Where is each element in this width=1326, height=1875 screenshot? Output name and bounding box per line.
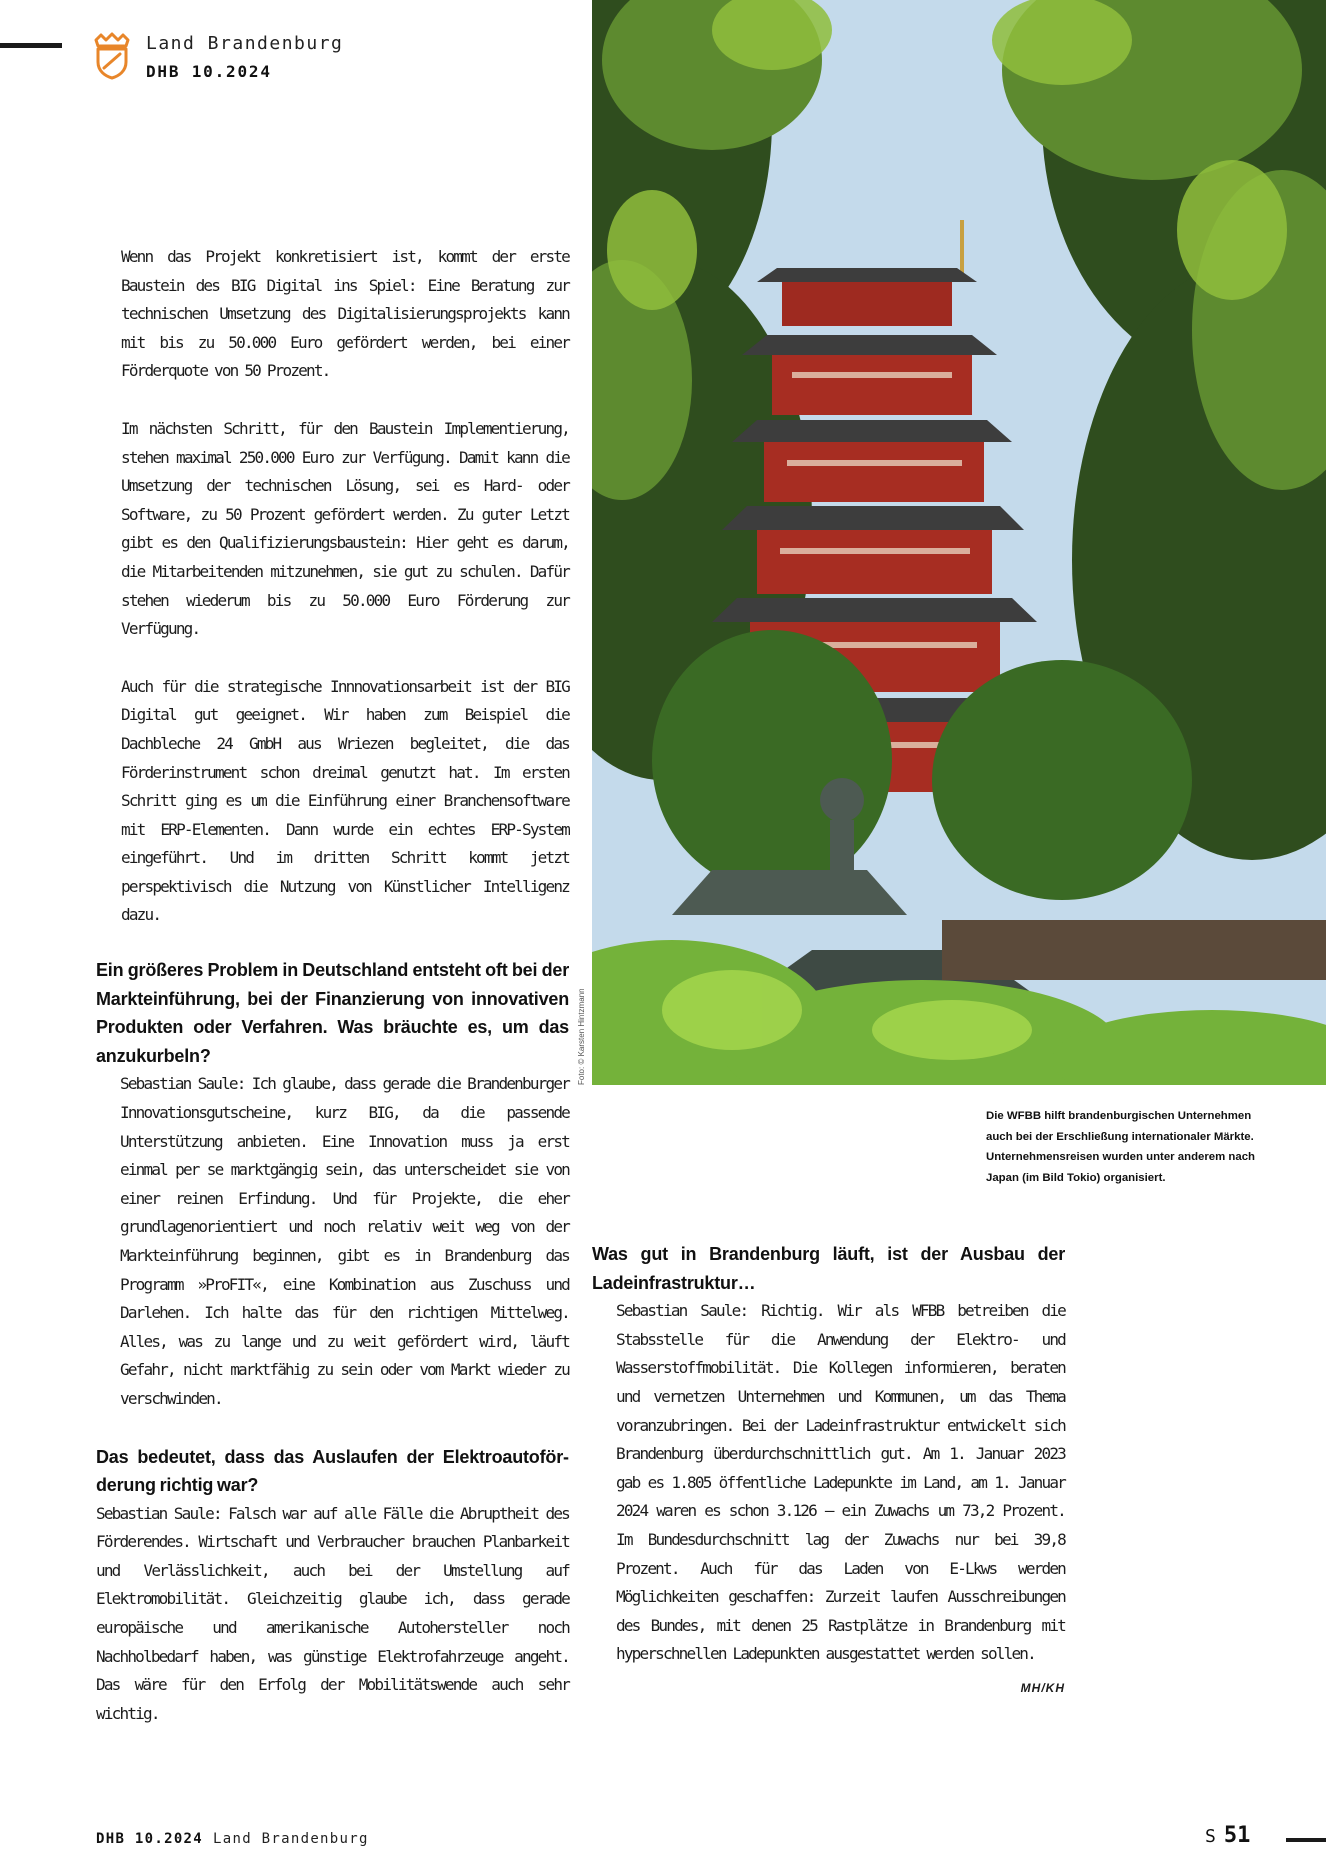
photo-credit: Foto: © Karsten Hintzmann (577, 988, 586, 1085)
paragraph: Im nächsten Schritt, für den Baustein Implementierung, stehen maximal 250.000 Euro zur Verfügung. Damit kann die Umsetzung der technischen Lösung, sei es Hard- oder Software, zu 50 Prozent gefördert werden. Zu guter Letzt gibt es den Qualifizierungsbaustein: Hier geht es darum, die Mitarbeitenden mitzunehmen, sie gut zu schulen. Dafür stehen wiederum bis zu 50.000 Euro Förderung zur Verfügung. (121, 418, 569, 639)
pagoda-photo (592, 0, 1326, 1085)
page-number (1205, 1823, 1250, 1848)
footer-issue: DHB 10.2024 (96, 1831, 204, 1847)
page-prefix: S (1205, 1826, 1216, 1847)
header-rule (0, 43, 62, 48)
photo-caption: Die WFBB hilft brandenburgischen Unternehmen auch bei der Erschließung internationaler Märkte. Unternehmensreisen wurden unter anderem nach Japan (im Bild Tokio) organisiert. (986, 1110, 1256, 1184)
paragraph: Auch für die strategische Innnovationsarbeit ist der BIG Digital gut geeignet. Wir haben zum Beispiel die Dachbleche 24 GmbH aus Wriezen begleitet, die das Förderinstrument schon dreimal genutzt hat. Im ersten Schritt ging es um die Einführung einer Branchensoftware mit ERP-Elementen. Dann wurde ein echtes ERP-System eingeführt. Und im dritten Schritt kommt jetzt perspektivisch die Nutzung von Künstlicher Intelligenz dazu. (121, 676, 569, 925)
interview-question: Was gut in Brandenburg läuft, ist der Ausbau der Ladeinfrastruktur… (592, 1244, 1065, 1293)
left-column-interview (96, 956, 569, 1728)
footer-region: Land Brandenburg (213, 1831, 369, 1847)
left-column-intro (121, 243, 569, 930)
interview-answer: Sebastian Saule: Ich glaube, dass gerade die Brandenburger Innovationsgutscheine, kurz BIG, da die passende Unterstützung anbieten. Eine Innovation muss ja erst einmal per se marktgängig sein, das unterscheidet sie von einer reinen Erfindung. Und für Projekte, die eher grundlagenorientiert und noch relativ weit weg von der Markteinführung beginnen, gibt es in Brandenburg das Programm »ProFIT«, eine Kombination aus Zuschuss und Darlehen. Ich halte das für den richtigen Mittelweg. Alles, was zu lange und zu weit gefördert wird, läuft Gefahr, nicht marktfähig zu sein oder vom Markt wieder zu verschwinden. (120, 1074, 569, 1408)
footer-rule (1286, 1838, 1326, 1842)
author-signature: MH/KH (1020, 1680, 1065, 1695)
interview-answer: Sebastian Saule: Falsch war auf alle Fälle die Abruptheit des Förderendes. Wirtschaft und Verbraucher brauchen Planbarkeit und Verlässlichkeit, auch bei der Umstellung auf Elektromobilität. Gleichzeitig glaube ich, dass gerade europäische und amerikanische Autohersteller noch Nachholbedarf haben, was günstige Elektrofahrzeuge angeht. Das wäre für den Erfolg der Mobilitätswende auch sehr wichtig. (96, 1503, 569, 1723)
interview-question: Ein größeres Problem in Deutschland entsteht oft bei der Markteinführung, bei der Finanzierung von innovativen Produkten oder Verfahren. Was bräuchte es, um das anzukurbeln? (96, 960, 569, 1066)
right-column-interview (592, 1240, 1065, 1703)
footer-publication (96, 1831, 369, 1847)
header-issue: DHB 10.2024 (146, 62, 272, 81)
paragraph: Wenn das Projekt konkretisiert ist, kommt der erste Baustein des BIG Digital ins Spiel: Eine Beratung zur technischen Umsetzung des Digitalisierungsprojekts kann mit bis zu 50.000 Euro gefördert werden, bei einer Förderquote von 50 Prozent. (121, 247, 569, 381)
page-number-value: 51 (1223, 1823, 1251, 1848)
header-region: Land Brandenburg (146, 33, 344, 54)
interview-answer: Sebastian Saule: Richtig. Wir als WFBB betreiben die Stabsstelle für die Anwendung der Elektro- und Wasserstoffmobilität. Die Kollegen informieren, beraten und vernetzen Unternehmen und Kommunen, um das Thema voranzubringen. Bei der Ladeinfrastruktur entwickelt sich Brandenburg überdurchschnittlich gut. Am 1. Januar 2023 gab es 1.805 öffentliche Ladepunkte im Land, am 1. Januar 2024 waren es schon 3.126 – ein Zuwachs um 73,2 Prozent. Im Bundesdurchschnitt lag der Zuwachs nur bei 39,8 Prozent. Auch für das Laden von E-Lkws werden Möglichkeiten geschaffen: Zurzeit laufen Ausschreibungen des Bundes, mit denen 25 Rastplätze in Brandenburg mit hyperschnellen Ladepunkten ausgestattet werden sollen. MH/KH (592, 1297, 1065, 1669)
interview-question: Das bedeutet, dass das Auslaufen der Elektroautoförderung richtig war? (96, 1446, 569, 1496)
brandenburg-crest-icon (92, 32, 132, 80)
